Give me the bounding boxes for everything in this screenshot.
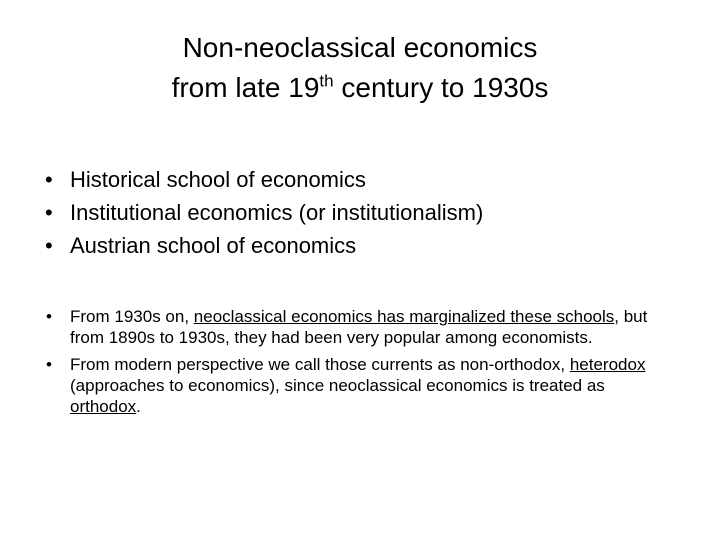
- bullet-icon: •: [45, 233, 53, 258]
- bullet-icon: •: [45, 200, 53, 225]
- underlined-phrase: orthodox: [70, 397, 137, 416]
- main-bullet-text: Historical school of economics: [70, 167, 366, 192]
- slide-title: [40, 28, 680, 108]
- title-superscript: th: [319, 71, 334, 91]
- main-bullet-text: Austrian school of economics: [70, 233, 357, 258]
- sub-bullet-text: .: [136, 397, 141, 416]
- main-bullet-item: [45, 229, 690, 262]
- sub-bullet-item: [46, 306, 670, 348]
- main-bullet-item: [45, 196, 690, 229]
- sub-bullet-text: (approaches to economics), since neoclassical economics is treated as: [70, 376, 605, 395]
- bullet-icon: •: [46, 355, 52, 374]
- bullet-icon: •: [46, 307, 52, 326]
- main-bullet-list: [45, 163, 690, 262]
- sub-bullet-text: From 1930s on,: [70, 307, 194, 326]
- title-line-2-start: from late 19: [171, 72, 320, 103]
- sub-bullet-text: From modern perspective we call those currents as non-orthodox,: [70, 355, 570, 374]
- main-bullet-item: [45, 163, 690, 196]
- sub-bullet-item: [46, 354, 670, 417]
- sub-bullet-text: , but from 1890s to 1930s, they had been very popular among economists.: [70, 307, 648, 347]
- main-bullet-text: Institutional economics (or institutionalism): [70, 200, 484, 225]
- underlined-phrase: heterodox: [569, 355, 646, 374]
- underlined-phrase: neoclassical economics has marginalized these schools: [193, 307, 615, 326]
- bullet-icon: •: [45, 167, 53, 192]
- title-line-1: Non-neoclassical economics: [182, 32, 538, 63]
- title-line-2-end: century to 1930s: [333, 72, 549, 103]
- sub-bullet-list: [46, 306, 670, 423]
- title-line-2: [40, 68, 680, 108]
